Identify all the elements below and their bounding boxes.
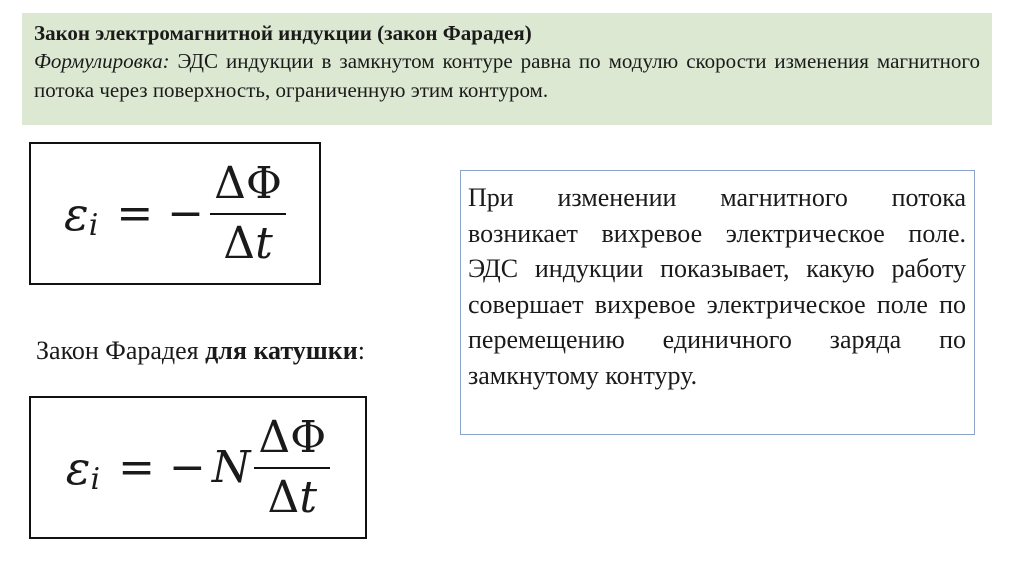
definition-text: ЭДС индукции в замкнутом контуре равна по модулю скорости изменения магнитного потока через поверхность, ограниченную этим контуром. [34, 49, 980, 102]
definition-body [34, 47, 980, 105]
minus-sign: − [167, 188, 205, 239]
denominator-variable: t [299, 471, 317, 523]
coil-formula [66, 409, 330, 527]
fraction [254, 409, 330, 527]
equals-sign: = [116, 188, 154, 239]
fraction-numerator: ΔΦ [258, 411, 327, 463]
epsilon-symbol: ε [64, 186, 89, 241]
epsilon-subscript: i [88, 208, 99, 243]
epsilon-symbol: ε [65, 440, 91, 495]
fraction [210, 155, 286, 273]
coil-formula-box [29, 396, 367, 539]
explanation-text: При изменении магнитного потока возникает вихревое электрическое поле. ЭДС индукции показывает, какую работу совершает вихревое электрическое поле по перемещению единичного заряда по замкнутому контуру. [468, 183, 966, 390]
epsilon-subscript: i [90, 462, 101, 497]
faraday-formula [64, 155, 286, 273]
fraction-numerator: ΔΦ [214, 157, 282, 209]
fraction-denominator [264, 469, 321, 527]
coil-law-label [36, 336, 365, 366]
denominator-delta: Δ [223, 217, 256, 269]
coil-label-bold: для катушки [205, 336, 358, 365]
equals-sign: = [118, 442, 155, 493]
definition-block [22, 13, 992, 125]
coil-label-prefix: Закон Фарадея [36, 336, 206, 365]
denominator-variable: t [255, 217, 273, 269]
definition-label: Формулировка: [34, 49, 170, 73]
fraction-denominator [219, 215, 276, 273]
faraday-formula-box [29, 142, 321, 285]
minus-sign: − [168, 442, 206, 493]
denominator-delta: Δ [267, 471, 300, 523]
explanation-box [460, 170, 975, 435]
turns-coefficient: N [211, 442, 251, 493]
definition-title: Закон электромагнитной индукции (закон Фарадея) [34, 21, 532, 45]
coil-label-suffix: : [357, 336, 365, 365]
